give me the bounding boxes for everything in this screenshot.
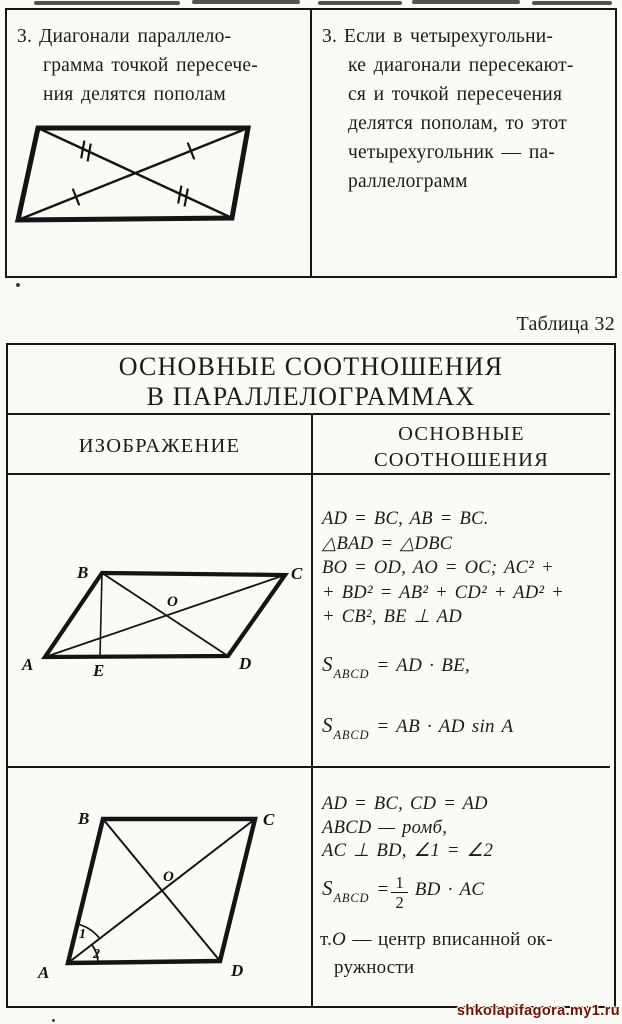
- parallelogram-diagonals-figure: [10, 120, 266, 234]
- diagonal-bd: [102, 573, 228, 656]
- note-text: — центр вписанной ок-: [345, 929, 553, 950]
- statement-line: раллелограмм: [348, 171, 468, 192]
- area-subscript: ABCD: [333, 667, 370, 681]
- table-title: [8, 352, 614, 412]
- formula-line: AC ⊥ BD, ∠1 = ∠2: [322, 841, 494, 861]
- diagonal-ac: [45, 575, 285, 657]
- angle-2-label: 2: [93, 947, 100, 962]
- area-symbol: S: [322, 652, 333, 676]
- row2-area-formula: [322, 874, 484, 911]
- center-label-o: O: [163, 869, 174, 885]
- statement-line: ния делятся пополам: [43, 84, 226, 105]
- formula-line: AD = BC, AB = BC.: [322, 509, 489, 529]
- row-separator: [8, 766, 610, 768]
- scan-dot: [16, 283, 20, 287]
- theorem-table-divider: [310, 10, 312, 276]
- statement-line: ке диагонали пересекают-: [348, 55, 574, 76]
- area-expression: = AD · BE,: [376, 655, 471, 676]
- theorem-converse-statement: [322, 22, 610, 196]
- vertex-label-e: E: [93, 661, 105, 680]
- column-header-relations-line1: ОСНОВНЫЕ: [398, 423, 525, 445]
- rhombus-figure: [30, 797, 296, 993]
- row1-area-formula-1: [322, 652, 470, 682]
- vertex-label-b: B: [78, 809, 90, 828]
- vertex-label-a: A: [22, 655, 34, 674]
- scan-artifact: [318, 1, 402, 5]
- formula-line: ABCD — ромб,: [322, 817, 448, 838]
- statement-line: грамма точкой пересече-: [43, 55, 258, 76]
- scan-dot: [52, 1019, 55, 1022]
- formula-line: AD = BC, CD = AD: [322, 794, 488, 814]
- angle-1-label: 1: [79, 927, 86, 942]
- one-half-fraction: [391, 874, 407, 911]
- statement-line: [17, 22, 259, 51]
- inscribed-circle-note-line2: ружности: [334, 957, 415, 978]
- table-caption: Таблица 32: [516, 313, 615, 335]
- vertex-label-c: C: [291, 564, 303, 583]
- statement-line: ся и точкой пересечения: [348, 84, 563, 105]
- vertex-label-a: A: [38, 963, 50, 982]
- fraction-numerator: 1: [391, 874, 407, 893]
- title-separator: [8, 413, 610, 415]
- formula-line: △BAD = △DBC: [322, 533, 453, 554]
- column-header-image: ИЗОБРАЖЕНИЕ: [78, 435, 241, 457]
- site-watermark: shkolapifagora.my1.ru: [456, 1003, 620, 1019]
- height-be: [100, 573, 102, 657]
- area-symbol: S: [322, 876, 333, 900]
- diagonal-2: [18, 128, 248, 220]
- vertex-label-c: C: [263, 810, 275, 829]
- scan-artifact: [532, 1, 612, 5]
- column-header-relations-line2: СООТНОШЕНИЯ: [373, 449, 550, 471]
- statement-text: Если в четырехугольни-: [344, 26, 554, 47]
- scan-artifact: [412, 0, 520, 4]
- area-expression: = AB · AD sin A: [376, 716, 514, 737]
- statement-line: делятся пополам, то этот: [348, 113, 567, 134]
- fraction-denominator: 2: [395, 893, 404, 912]
- header-separator: [8, 473, 610, 475]
- area-subscript: ABCD: [333, 891, 370, 905]
- statement-text: Диагонали параллело-: [39, 26, 232, 47]
- scan-artifact: [34, 1, 180, 5]
- formula-line: + CB², BE ⊥ AD: [322, 607, 463, 627]
- row2-relations: [322, 793, 612, 864]
- inscribed-circle-note: [320, 929, 553, 951]
- vertex-label-d: D: [231, 961, 244, 980]
- row1-relations: [322, 507, 612, 630]
- formula-line: + BD² = AB² + CD² + AD² +: [322, 582, 565, 603]
- note-prefix: т.: [320, 929, 333, 950]
- column-header-relations: [313, 421, 610, 473]
- table-title-line1: ОСНОВНЫЕ СООТНОШЕНИЯ: [118, 352, 504, 381]
- row1-area-formula-2: [322, 713, 513, 743]
- column-divider: [311, 413, 313, 1006]
- table-title-line2: В ПАРАЛЛЕЛОГРАММАХ: [146, 382, 476, 411]
- vertex-label-d: D: [239, 654, 252, 673]
- theorem-direct-statement: [17, 22, 259, 109]
- vertex-label-b: B: [77, 563, 89, 582]
- statement-line: [322, 22, 610, 51]
- area-subscript: ABCD: [333, 728, 370, 742]
- item-number: 3.: [322, 26, 338, 47]
- statement-line: четырехугольник — па-: [348, 142, 555, 163]
- note-point-o: O: [332, 929, 346, 950]
- parallelogram-height-figure: [20, 548, 312, 688]
- item-number: 3.: [17, 26, 33, 47]
- scan-artifact: [192, 0, 300, 4]
- center-label-o: O: [167, 594, 178, 610]
- area-symbol: S: [322, 713, 333, 737]
- equals-sign: =: [376, 879, 390, 900]
- area-expression: BD · AC: [414, 879, 485, 900]
- diagonal-bd: [103, 819, 220, 961]
- formula-line: BO = OD, AO = OC; AC² +: [322, 558, 554, 578]
